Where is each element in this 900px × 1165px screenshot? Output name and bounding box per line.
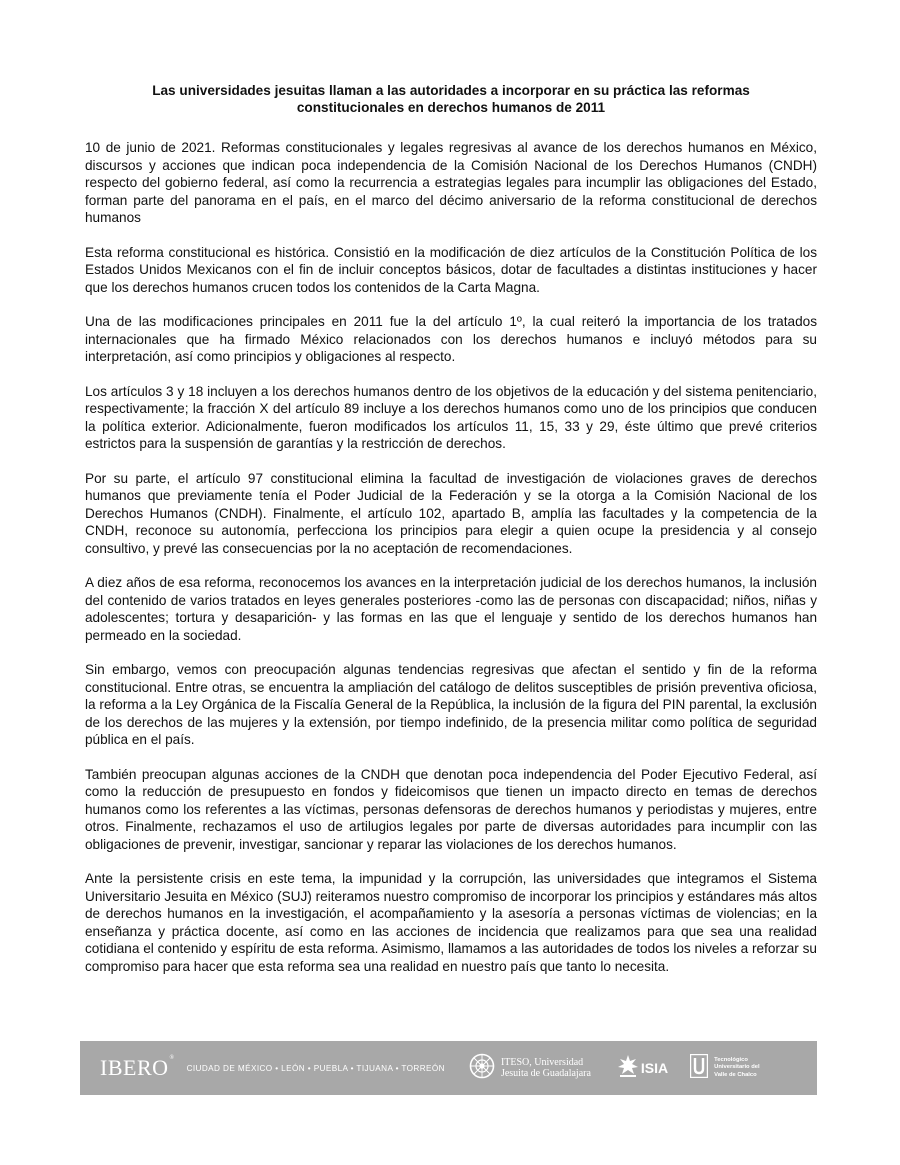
- isia-emblem-icon: [617, 1054, 639, 1083]
- paragraph: 10 de junio de 2021. Reformas constitucionales y legales regresivas al avance de los derechos humanos en México, discursos y acciones que indican poca independencia de la Comisión Nacional de los Derechos Humanos (CNDH) respecto del gobierno federal, así como la recurrencia a estrategias legales para incumplir las obligaciones del Estado, forman parte del panorama en el país, en el marco del décimo aniversario de la reforma constitucional de derechos humanos: [85, 140, 817, 225]
- iteso-name-line-1: ITESO, Universidad: [500, 1057, 584, 1068]
- tvc-name-line-2: Universitario del: [714, 1064, 760, 1071]
- iteso-logo: [469, 1053, 591, 1084]
- footer-logo-band: [80, 1041, 817, 1095]
- paragraph: A diez años de esa reforma, reconocemos los avances en la interpretación judicial de los derechos humanos, la inclusión del contenido de varios tratados en leyes generales posteriores -como las de personas con discapacidad; niños, niñas y adolescentes; tortura y desaparición- y las formas en las que el lenguaje y sentido de los derechos humanos han permeado en la sociedad.: [85, 575, 817, 643]
- tvc-u-icon: [690, 1054, 708, 1083]
- tvc-name-line-1: Tecnológico: [714, 1056, 748, 1063]
- paragraph: Esta reforma constitucional es histórica. Consistió en la modificación de diez artículos de la Constitución Política de los Estados Unidos Mexicanos con el fin de incluir conceptos básicos, dotar de facultades a distintas instituciones y hacer que los derechos humanos crucen todos los contenidos de la Carta Magna.: [85, 244, 817, 295]
- ibero-campuses: CIUDAD DE MÉXICO • LEÓN • PUEBLA • TIJUANA • TORREÓN: [186, 1063, 445, 1073]
- title-line-2: constitucionales en derechos humanos de 2011: [296, 100, 606, 115]
- isia-logo: [617, 1054, 668, 1083]
- isia-logo-text: ISIA: [640, 1060, 669, 1076]
- ibero-logo: [100, 1055, 175, 1081]
- paragraph: Una de las modificaciones principales en 2011 fue la del artículo 1º, la cual reiteró la importancia de los tratados internacionales que ha firmado México relacionados con los derechos humanos e incluyó métodos para su interpretación, así como principios y obligaciones al respecto.: [85, 314, 817, 364]
- paragraph: Ante la persistente crisis en este tema, la impunidad y la corrupción, las universidades que integramos el Sistema Universitario Jesuita en México (SUJ) reiteramos nuestro compromiso de incorporar los principios y estándares más altos de derechos humanos en la investigación, el acompañamiento y la asesoría a personas víctimas de violencias; en la enseñanza y práctica docente, así como en las acciones de incidencia que realizamos para que sea una realidad cotidiana el contenido y espíritu de esta reforma. Asimismo, llamamos a las autoridades de todos los niveles a reforzar su compromiso para hacer que esta reforma sea una realidad en nuestro país que tanto lo necesita.: [85, 871, 817, 974]
- document-title: [85, 82, 817, 116]
- tvc-name-line-3: Valle de Chalco: [714, 1071, 757, 1078]
- paragraph: Sin embargo, vemos con preocupación algunas tendencias regresivas que afectan el sentido y fin de la reforma constitucional. Entre otras, se encuentra la ampliación del catálogo de delitos susceptibles de prisión preventiva oficiosa, la reforma a la Ley Orgánica de la Fiscalía General de la República, la inclusión de la figura del PIN parental, la exclusión de los derechos de las mujeres y la extensión, por tiempo indefinido, de la presencia militar como política de seguridad pública en el país.: [85, 662, 817, 747]
- paragraph: También preocupan algunas acciones de la CNDH que denotan poca independencia del Poder Ejecutivo Federal, así como la reducción de presupuesto en fondos y fideicomisos que tienen un impacto directo en temas de derechos humanos como los referentes a las víctimas, personas defensoras de derechos humanos y periodistas y mujeres, entre otros. Finalmente, rechazamos el uso de artilugios legales por parte de diversas autoridades para incumplir con las obligaciones de prevenir, investigar, sancionar y reparar las violaciones de los derechos humanos.: [85, 766, 817, 852]
- paragraph: Los artículos 3 y 18 incluyen a los derechos humanos dentro de los objetivos de la educación y del sistema penitenciario, respectivamente; la fracción X del artículo 89 incluye a los derechos humanos como uno de los principios que conducen la política exterior. Adicionalmente, fueron modificados los artículos 11, 15, 33 y 29, éste último que prevé criterios estrictos para la suspensión de garantías y la restricción de derechos.: [85, 383, 817, 451]
- ibero-logo-text: IBERO: [100, 1055, 169, 1080]
- tvc-logo: [690, 1054, 759, 1083]
- title-line-1: Las universidades jesuitas llaman a las autoridades a incorporar en su práctica las reformas: [152, 83, 750, 98]
- iteso-name-line-2: Jesuita de Guadalajara: [500, 1068, 591, 1079]
- document-body: [85, 82, 817, 992]
- iteso-emblem-icon: [469, 1053, 495, 1084]
- paragraph: Por su parte, el artículo 97 constitucional elimina la facultad de investigación de violaciones graves de derechos humanos que previamente tenía el Poder Judicial de la Federación y se la otorga a la Comisión Nacional de los Derechos Humanos (CNDH). Finalmente, el artículo 102, apartado B, amplía las facultades y la competencia de la CNDH, reconoce su autonomía, perfecciona los principios para elegir a quien ocupe la presidencia y al consejo consultivo, y prevé las consecuencias por la no aceptación de recomendaciones.: [85, 470, 817, 556]
- registered-mark: ®: [169, 1055, 175, 1061]
